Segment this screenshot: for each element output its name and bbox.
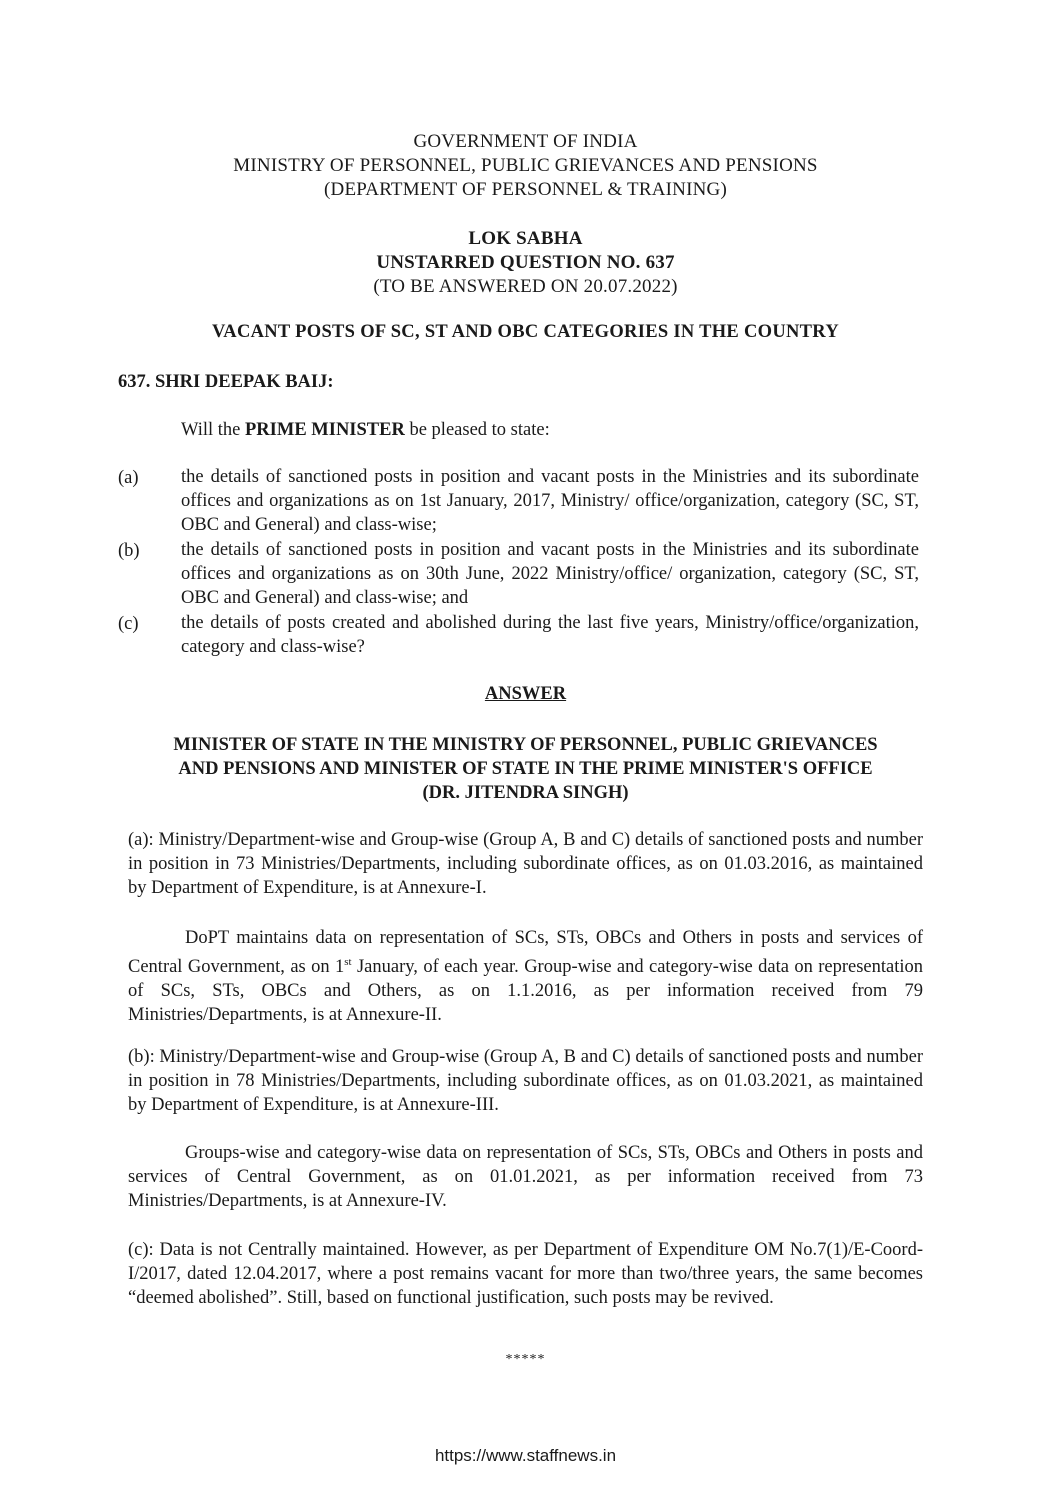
minister-name: (DR. JITENDRA SINGH): [422, 783, 629, 803]
answer-a-part-1: (a): Ministry/Department-wise and Group-wise (Group A, B and C) details of sanctioned posts and number in position in 73 Ministries/Departments, including subordinate offices, as on 01.03.2016, as maintained by Department of Expenditure, is at Annexure-I.: [128, 830, 923, 898]
question-a-label: (a): [118, 468, 139, 488]
question-c-text: the details of posts created and abolished during the last five years, Ministry/office/organization, category and class-wise?: [181, 613, 919, 657]
answer-a2-post: January, of each year. Group-wise and category-wise data on representation of SCs, STs, OBCs and Others, as on 1.1.2016, as per information received from 79 Ministries/Departments, is at Annexure-II.: [128, 957, 924, 1026]
footer-url: https://www.staffnews.in: [434, 1446, 617, 1465]
answer-a2-pre: DoPT maintains data on representation of SCs, STs, OBCs and Others in posts and services of Central Government, as on 1: [128, 928, 923, 978]
house-name: LOK SABHA: [468, 228, 583, 249]
header-ministry: MINISTRY OF PERSONNEL, PUBLIC GRIEVANCES AND PENSIONS: [233, 155, 818, 176]
question-a-text: the details of sanctioned posts in position and vacant posts in the Ministries and its subordinate offices and organizations as on 1st January, 2017, Ministry/ office/organization, category (SC, ST, OBC and General) and class-wise;: [181, 467, 919, 535]
question-number: UNSTARRED QUESTION NO. 637: [376, 252, 675, 273]
subject-title: VACANT POSTS OF SC, ST AND OBC CATEGORIES IN THE COUNTRY: [212, 322, 839, 342]
header-department: (DEPARTMENT OF PERSONNEL & TRAINING): [324, 179, 727, 200]
minister-line-1: MINISTER OF STATE IN THE MINISTRY OF PERSONNEL, PUBLIC GRIEVANCES: [173, 735, 878, 755]
intro-pre: Will the: [181, 420, 245, 440]
minister-line-2: AND PENSIONS AND MINISTER OF STATE IN THE PRIME MINISTER'S OFFICE: [178, 759, 873, 779]
answer-c: (c): Data is not Centrally maintained. However, as per Department of Expenditure OM No.7(1)/E-Coord-I/2017, dated 12.04.2017, where a post remains vacant for more than two/three years, the same becomes “deemed abolished”. Still, based on functional justification, such posts may be revived.: [128, 1240, 923, 1308]
intro-post: be pleased to state:: [404, 420, 550, 440]
question-b-label: (b): [118, 541, 140, 561]
answer-heading: ANSWER: [484, 684, 567, 704]
answer-date: (TO BE ANSWERED ON 20.07.2022): [373, 276, 678, 297]
header-government: GOVERNMENT OF INDIA: [413, 131, 638, 152]
answer-b-part-2: [128, 1141, 923, 1213]
answer-a2-sup: st: [344, 956, 352, 968]
question-c-label: (c): [118, 614, 139, 634]
question-b-text: the details of sanctioned posts in position and vacant posts in the Ministries and its subordinate offices and organizations as on 30th June, 2022 Ministry/office/ organization, category (SC, ST, OBC and General) and class-wise; and: [181, 540, 919, 608]
intro-addressee: PRIME MINISTER: [245, 420, 405, 440]
answer-a-part-2: [128, 926, 923, 1027]
question-intro: [181, 420, 550, 441]
end-marker: *****: [505, 1352, 546, 1367]
asker-name: 637. SHRI DEEPAK BAIJ:: [118, 372, 334, 392]
answer-b2-text: Groups-wise and category-wise data on representation of SCs, STs, OBCs and Others in posts and services of Central Government, as on 01.01.2021, as per information received from 73 Ministries/Departments, is at Annexure-IV.: [128, 1143, 923, 1211]
answer-b-part-1: (b): Ministry/Department-wise and Group-wise (Group A, B and C) details of sanctioned posts and number in position in 78 Ministries/Departments, including subordinate offices, as on 01.03.2021, as maintained by Department of Expenditure, is at Annexure-III.: [128, 1047, 923, 1115]
